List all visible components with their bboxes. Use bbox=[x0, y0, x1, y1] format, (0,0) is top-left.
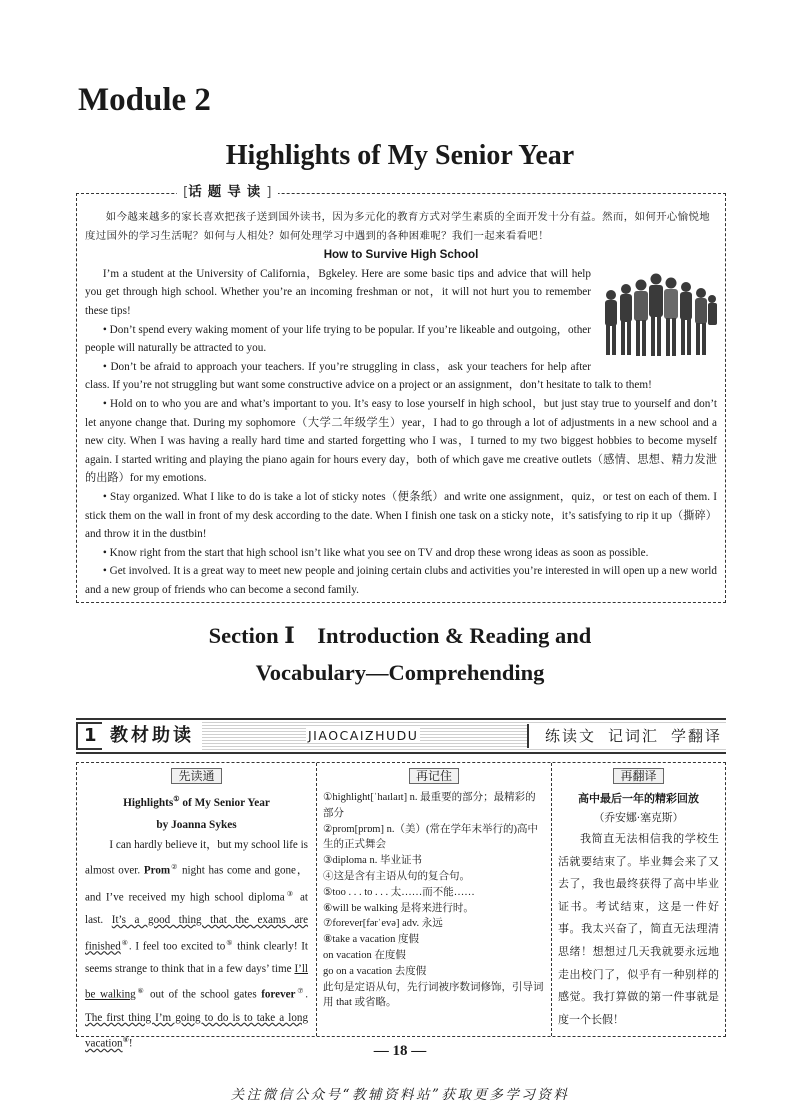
vocabulary-column bbox=[317, 763, 552, 1036]
module-title: Module 2 bbox=[78, 82, 211, 118]
translation-author: （乔安娜·塞克斯） bbox=[593, 811, 684, 824]
note-item: ①highlight[ˈhaɪlaɪt] n. 最重要的部分；最精彩的部分 bbox=[323, 792, 536, 819]
note-item: on vacation 在度假 bbox=[323, 949, 406, 961]
passage-title: Highlights① of My Senior Year bbox=[123, 795, 270, 809]
intro-chinese-text: 如今越来越多的家长喜欢把孩子送到国外读书，因为多元化的教育方式对学生素质的全面开发十分有益。然而，如何开心愉悦地度过国外的学习生活呢？如何与人相处？如何处理学习中遇到的各种困难呢？我们一起来看看吧！ bbox=[85, 211, 711, 242]
section-title-line2: Vocabulary—Comprehending bbox=[255, 660, 545, 685]
note-item: ⑧take a vacation 度假 bbox=[323, 934, 420, 946]
banner-number: 1 bbox=[76, 722, 105, 750]
students-group-photo bbox=[599, 265, 717, 361]
article-paragraph: • Stay organized. What I like to do is take a lot of sticky notes（便条纸）and write one assignment，quiz，or test on each of them. I stick them on the wall in front of my desk according to the date. When I finish one task on a sticky note，it’s satisfying to rip it up（撕碎）and throw it in the dustbin! bbox=[85, 490, 717, 541]
banner-title: 教材助读 bbox=[102, 722, 202, 750]
article-paragraph: • Get involved. It is a great way to meet new people and joining certain clubs and activities you’re interested in will open up a new world and a new group of friends who can become a second family. bbox=[85, 565, 717, 596]
three-column-study-box bbox=[76, 762, 726, 1050]
note-item: ⑦forever[fərˈevə] adv. 永远 bbox=[323, 918, 443, 930]
column-header-read: 先读通 bbox=[171, 768, 221, 784]
topic-intro-box bbox=[76, 184, 726, 603]
passage-author: by Joanna Sykes bbox=[156, 818, 237, 831]
article-paragraph: • Know right from the start that high school isn’t like what you see on TV and drop these wrong ideas as soon as possible. bbox=[102, 546, 649, 559]
note-item: ④这是含有主语从句的复合句。 bbox=[323, 870, 470, 882]
section-title-line1: Section Ⅰ Introduction & Reading and bbox=[208, 623, 592, 648]
article-paragraph: • Don’t spend every waking moment of your life trying to be popular. If you’re likeable and outgoing，other people will naturally be attracted to you. bbox=[85, 323, 591, 355]
reading-column bbox=[77, 763, 317, 1050]
column-header-translate: 再翻译 bbox=[613, 768, 663, 784]
note-item: ②prom[prɒm] n.（美）(常在学年末举行的)高中生的正式舞会 bbox=[323, 823, 538, 851]
column-header-notes: 再记住 bbox=[409, 768, 459, 784]
textbook-reading-banner bbox=[76, 718, 726, 754]
page-title: Highlights of My Senior Year bbox=[225, 140, 575, 171]
article-paragraph: • Don’t be afraid to approach your teachers. If you’re struggling in class，ask your teachers for help after class. If you’re not struggling but want some constructive advice on a project or an assignment，don’t hesitate to talk to them! bbox=[85, 360, 652, 392]
note-item: go on a vacation 去度假 bbox=[323, 965, 427, 977]
banner-tag: 记词汇 bbox=[607, 727, 659, 745]
banner-tags bbox=[527, 724, 726, 748]
note-item: ⑤too . . . to . . . 太……而不能…… bbox=[323, 886, 475, 898]
note-item: ⑥will be walking 是将来进行时。 bbox=[323, 902, 474, 914]
passage-text: I can hardly believe it，but my school life is almost over. Prom② night has come and gone，and I’ve received my high school diploma③ at last. It’s a good thing that the exams are finished④. I feel too excited to⑤ think clearly! It seems strange to think that in a few days’ time I’ll be walking⑥ out of the school gates forever⑦. The first thing I’m going to do is to take a long vacation⑧! bbox=[85, 838, 309, 1050]
article-paragraph: I’m a student at the University of California，Bgkeley. Here are some basic tips and advice that will help you get through high school. Whether you’re an incoming freshman or not，it will not hurt you to remember these tips! bbox=[85, 267, 591, 317]
note-item: 此句是定语从句，先行词被序数词修饰，引导词用 that 或省略。 bbox=[323, 981, 544, 1009]
vocabulary-notes bbox=[317, 790, 551, 1011]
translation-column bbox=[552, 763, 725, 1036]
translation-title: 高中最后一年的精彩回放 bbox=[578, 792, 699, 805]
article-title: How to Survive High School bbox=[323, 248, 479, 262]
footer-note: 关注微信公众号“教辅资料站”获取更多学习资料 bbox=[230, 1087, 570, 1103]
note-item: ③diploma n. 毕业证书 bbox=[323, 855, 422, 867]
page-number: — 18 — bbox=[373, 1043, 427, 1059]
topic-intro-label: [话题导读] bbox=[177, 183, 278, 202]
banner-tag: 学翻译 bbox=[670, 727, 722, 745]
translation-text: 我简直无法相信我的学校生活就要结束了。毕业舞会来了又去了，我也最终获得了高中毕业证书。考试结束，这是一件好事。我太兴奋了，简直无法理清思绪！想想过几天我就要永远地走出校门了，似乎有一种别样的感觉。我打算做的第一件事就是度一个长假！ bbox=[558, 832, 719, 1026]
article-paragraph: • Hold on to who you are and what’s important to you. It’s easy to lose yourself in high school，but just stay true to yourself and don’t let anyone change that. During my sophomore（大学二年级学生）year，I had to go through a lot of adjustments in a new school and a new city. When I was having a really hard time and started forgetting who I was，I turned to my two biggest hobbies to become myself again. I started writing and playing the piano again for hours every day，both of which gave me creative outlets（感情、思想、精力发泄的出路）for my emotions. bbox=[85, 397, 717, 485]
banner-tag: 练读文 bbox=[544, 727, 596, 745]
banner-pinyin: JIAOCAIZHUDU bbox=[308, 728, 419, 743]
